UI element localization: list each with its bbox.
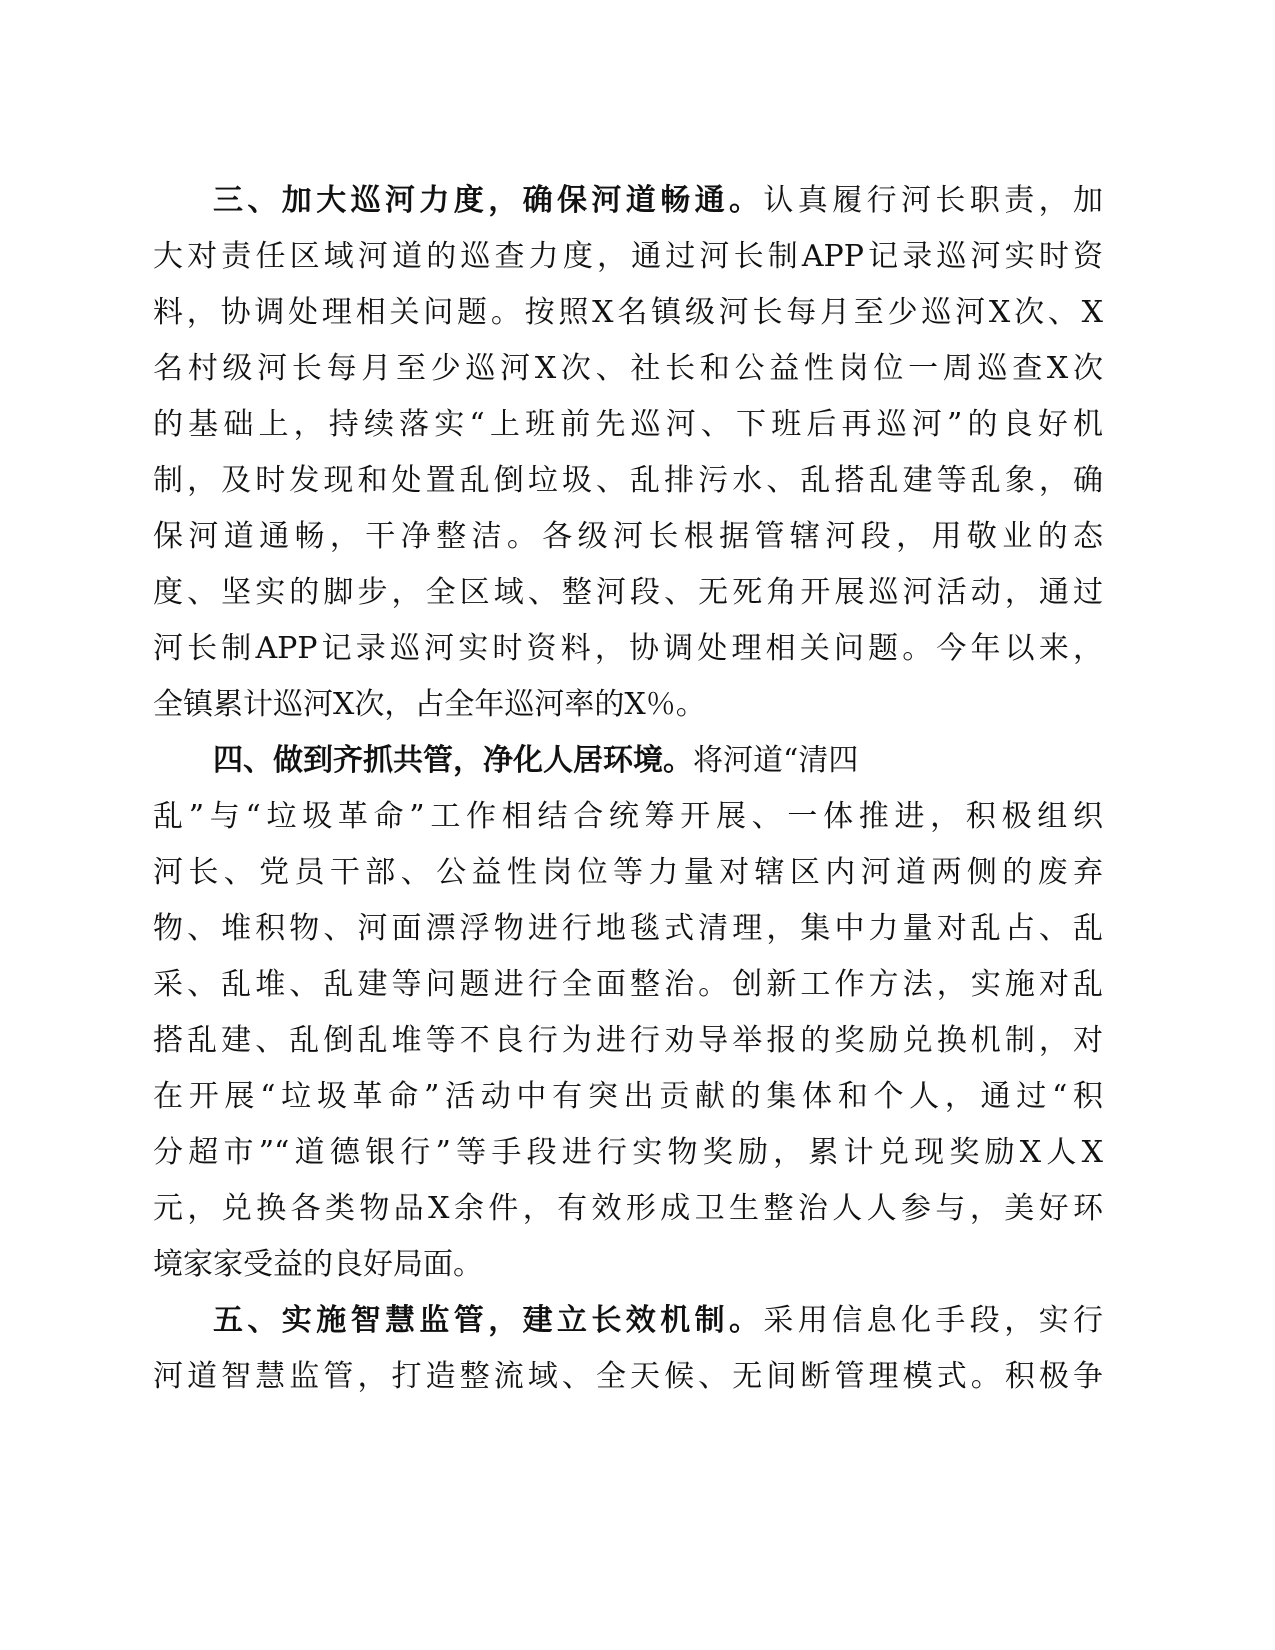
paragraph-line: 乱”与“垃圾革命”工作相结合统筹开展、一体推进，积极组织 xyxy=(153,799,1103,834)
section-3-line-1: 三、加大巡河力度，确保河道畅通。认真履行河长职责，加 xyxy=(213,183,1104,218)
section-4-line-1: 四、做到齐抓共管，净化人居环境。将河道“清四 xyxy=(213,743,859,778)
section-5-heading: 五、实施智慧监管，建立长效机制。 xyxy=(213,1303,764,1338)
paragraph-line: 物、堆积物、河面漂浮物进行地毯式清理，集中力量对乱占、乱 xyxy=(153,911,1103,946)
paragraph-line: 在开展“垃圾革命”活动中有突出贡献的集体和个人，通过“积 xyxy=(153,1079,1103,1114)
paragraph-line: 的基础上，持续落实“上班前先巡河、下班后再巡河”的良好机 xyxy=(153,407,1103,442)
paragraph-line: 制，及时发现和处置乱倒垃圾、乱排污水、乱搭乱建等乱象，确 xyxy=(153,463,1103,498)
paragraph-line: 分超市”“道德银行”等手段进行实物奖励，累计兑现奖励X人X xyxy=(153,1135,1103,1170)
paragraph-line: 保河道通畅，干净整洁。各级河长根据管辖河段，用敬业的态 xyxy=(153,519,1103,554)
paragraph-line: 全镇累计巡河X次，占全年巡河率的X％。 xyxy=(153,687,706,722)
paragraph-line: 元，兑换各类物品X余件，有效形成卫生整治人人参与，美好环 xyxy=(153,1191,1103,1226)
paragraph-line: 采、乱堆、乱建等问题进行全面整治。创新工作方法，实施对乱 xyxy=(153,967,1103,1002)
paragraph-line: 料，协调处理相关问题。按照X名镇级河长每月至少巡河X次、X xyxy=(153,295,1103,330)
paragraph-line: 河长制APP记录巡河实时资料，协调处理相关问题。今年以来， xyxy=(153,631,1103,666)
paragraph-line: 境家家受益的良好局面。 xyxy=(153,1247,483,1282)
paragraph-line: 搭乱建、乱倒乱堆等不良行为进行劝导举报的奖励兑换机制，对 xyxy=(153,1023,1103,1058)
section-5-line-1: 五、实施智慧监管，建立长效机制。采用信息化手段，实行 xyxy=(213,1303,1104,1338)
section-4-heading: 四、做到齐抓共管，净化人居环境。 xyxy=(213,743,693,778)
paragraph-line: 度、坚实的脚步，全区域、整河段、无死角开展巡河活动，通过 xyxy=(153,575,1103,610)
paragraph-line: 河道智慧监管，打造整流域、全天候、无间断管理模式。积极争 xyxy=(153,1359,1103,1394)
paragraph-line: 名村级河长每月至少巡河X次、社长和公益性岗位一周巡查X次 xyxy=(153,351,1103,386)
paragraph-line: 大对责任区域河道的巡查力度，通过河长制APP记录巡河实时资 xyxy=(153,239,1103,274)
section-3-heading: 三、加大巡河力度，确保河道畅通。 xyxy=(213,183,764,218)
paragraph-line: 河长、党员干部、公益性岗位等力量对辖区内河道两侧的废弃 xyxy=(153,855,1103,890)
